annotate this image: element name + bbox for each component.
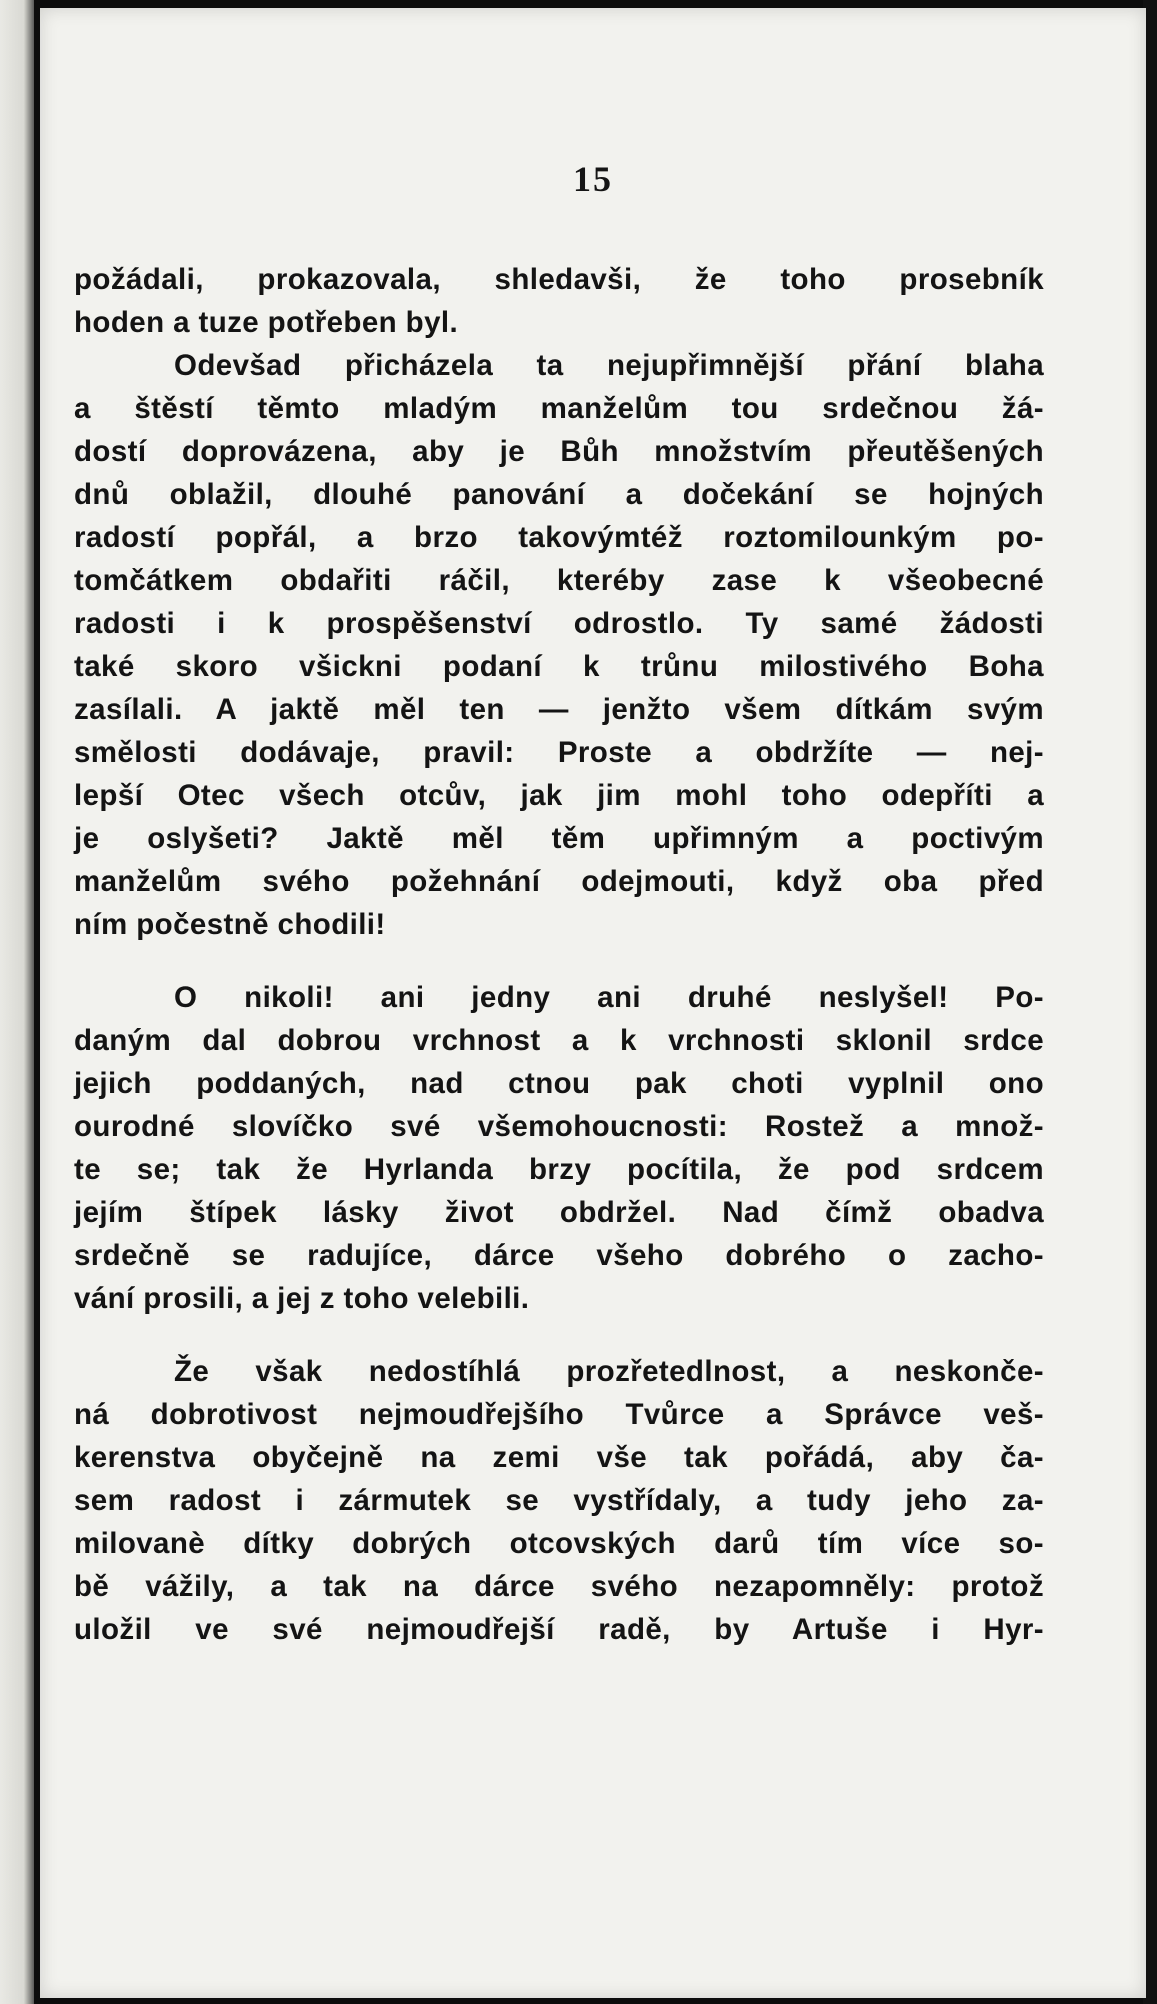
text-line: srdečně se radujíce, dárce všeho dobrého o zacho- (74, 1239, 1044, 1272)
text-line: radosti i k prospěšenství odrostlo. Ty samé žádosti (74, 607, 1044, 640)
text-line: požádali, prokazovala, shledavši, že toho prosebník (74, 263, 1044, 296)
text-line: te se; tak že Hyrlanda brzy pocítila, že pod srdcem (74, 1153, 1044, 1186)
text-line: hoden a tuze potřeben byl. (74, 306, 459, 339)
text-line: tomčátkem obdařiti ráčil, kteréby zase k všeobecné (74, 564, 1044, 597)
page-text (74, 258, 1044, 1651)
text-line: ním počestně chodili! (74, 908, 386, 941)
text-line: sem radost i zármutek se vystřídaly, a tudy jeho za- (74, 1484, 1044, 1517)
text-line: ná dobrotivost nejmoudřejšího Tvůrce a Správce veš- (74, 1398, 1044, 1431)
text-line: Že však nedostíhlá prozřetedlnost, a neskonče- (174, 1355, 1044, 1388)
text-line: uložil ve své nejmoudřejší radě, by Artuše i Hyr- (74, 1613, 1044, 1646)
text-line: radostí popřál, a brzo takovýmtéž roztomilounkým po- (74, 521, 1044, 554)
page-number: 15 (573, 159, 613, 199)
left-page-edge (0, 0, 34, 2004)
text-line: kerenstva obyčejně na zemi vše tak pořádá, aby ča- (74, 1441, 1044, 1474)
text-line: je oslyšeti? Jaktě měl těm upřimným a poctivým (74, 822, 1044, 855)
text-line: jejím štípek lásky život obdržel. Nad čímž obadva (74, 1196, 1044, 1229)
text-line: jejich poddaných, nad ctnou pak choti vyplnil ono (74, 1067, 1044, 1100)
text-line: zasílali. A jaktě měl ten — jenžto všem dítkám svým (74, 693, 1044, 726)
text-line: také skoro všickni podaní k trůnu milostivého Boha (74, 650, 1044, 683)
text-line: lepší Otec všech otcův, jak jim mohl toho odepříti a (74, 779, 1044, 812)
book-page (40, 8, 1146, 1998)
text-line: daným dal dobrou vrchnost a k vrchnosti sklonil srdce (74, 1024, 1044, 1057)
text-line: O nikoli! ani jedny ani druhé neslyšel! Po- (174, 981, 1044, 1014)
text-line: dostí doprovázena, aby je Bůh množstvím přeutěšených (74, 435, 1044, 468)
paragraph-gap (74, 946, 1044, 976)
text-line: ourodné slovíčko své všemohoucnosti: Rostež a množ- (74, 1110, 1044, 1143)
text-line: manželům svého požehnání odejmouti, když oba před (74, 865, 1044, 898)
text-line: a štěstí těmto mladým manželům tou srdečnou žá- (74, 392, 1044, 425)
paragraph-gap (74, 1320, 1044, 1350)
text-line: vání prosili, a jej z toho velebili. (74, 1282, 530, 1315)
text-line: smělosti dodávaje, pravil: Proste a obdržíte — nej- (74, 736, 1044, 769)
text-line: bě vážily, a tak na dárce svého nezapomněly: protož (74, 1570, 1044, 1603)
text-line: milovanè dítky dobrých otcovských darů tím více so- (74, 1527, 1044, 1560)
text-line: dnů oblažil, dlouhé panování a dočekání se hojných (74, 478, 1044, 511)
text-line: Odevšad přicházela ta nejupřimnější přání blaha (174, 349, 1044, 382)
